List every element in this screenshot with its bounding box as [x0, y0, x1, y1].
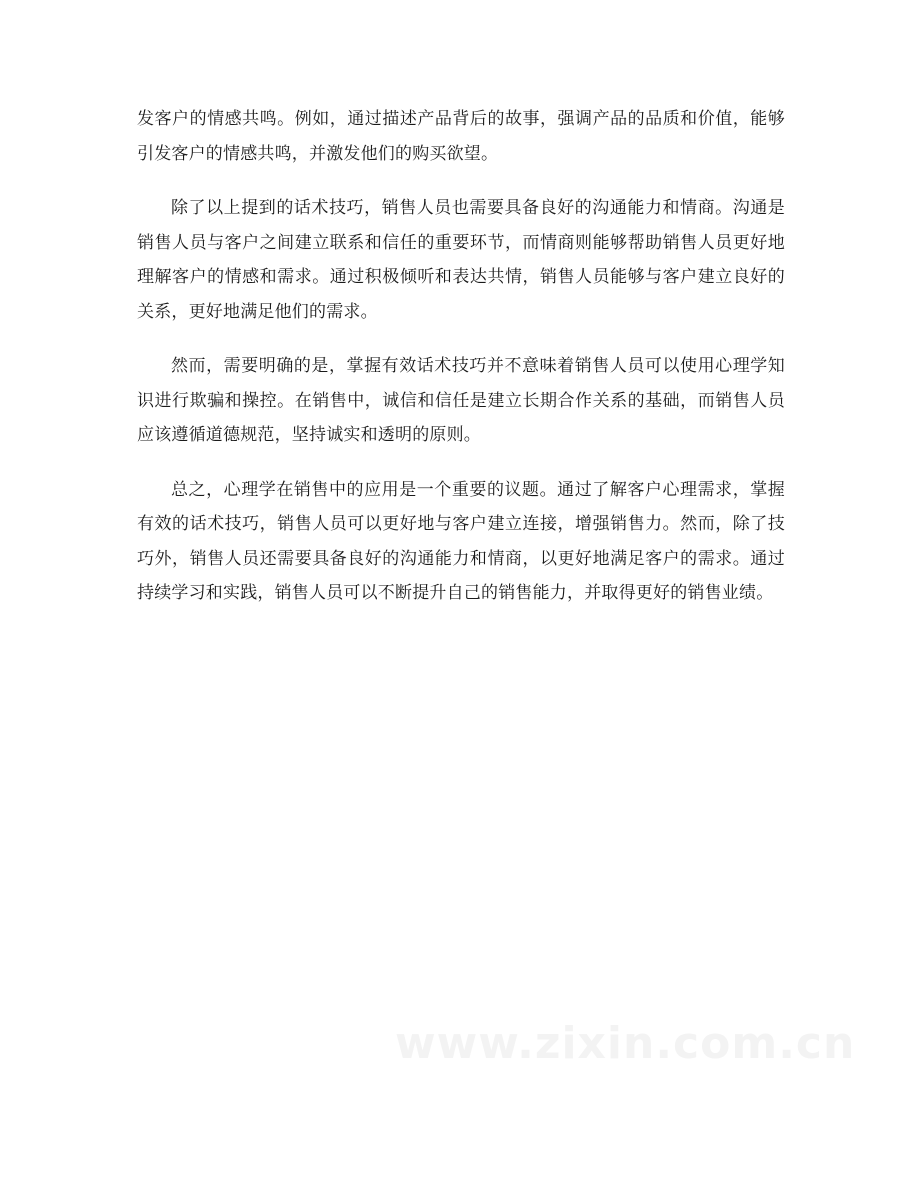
paragraph-1: 发客户的情感共鸣。例如，通过描述产品背后的故事，强调产品的品质和价值，能够引发客户的情感共鸣，并激发他们的购买欲望。: [137, 109, 785, 164]
document-body: [137, 102, 785, 631]
paragraph-3: 然而，需要明确的是，掌握有效话术技巧并不意味着销售人员可以使用心理学知识进行欺骗和操控。在销售中，诚信和信任是建立长期合作关系的基础，而销售人员应该遵循道德规范，坚持诚实和透明的原则。: [137, 356, 785, 445]
paragraph-2: 除了以上提到的话术技巧，销售人员也需要具备良好的沟通能力和情商。沟通是销售人员与客户之间建立联系和信任的重要环节，而情商则能够帮助销售人员更好地理解客户的情感和需求。通过积极倾听和表达共情，销售人员能够与客户建立良好的关系，更好地满足他们的需求。: [137, 198, 785, 322]
paragraph-4: 总之，心理学在销售中的应用是一个重要的议题。通过了解客户心理需求，掌握有效的话术技巧，销售人员可以更好地与客户建立连接，增强销售力。然而，除了技巧外，销售人员还需要具备良好的沟通能力和情商，以更好地满足客户的需求。通过持续学习和实践，销售人员可以不断提升自己的销售能力，并取得更好的销售业绩。: [137, 479, 785, 603]
watermark: www.zixin.com.cn: [395, 1018, 856, 1069]
